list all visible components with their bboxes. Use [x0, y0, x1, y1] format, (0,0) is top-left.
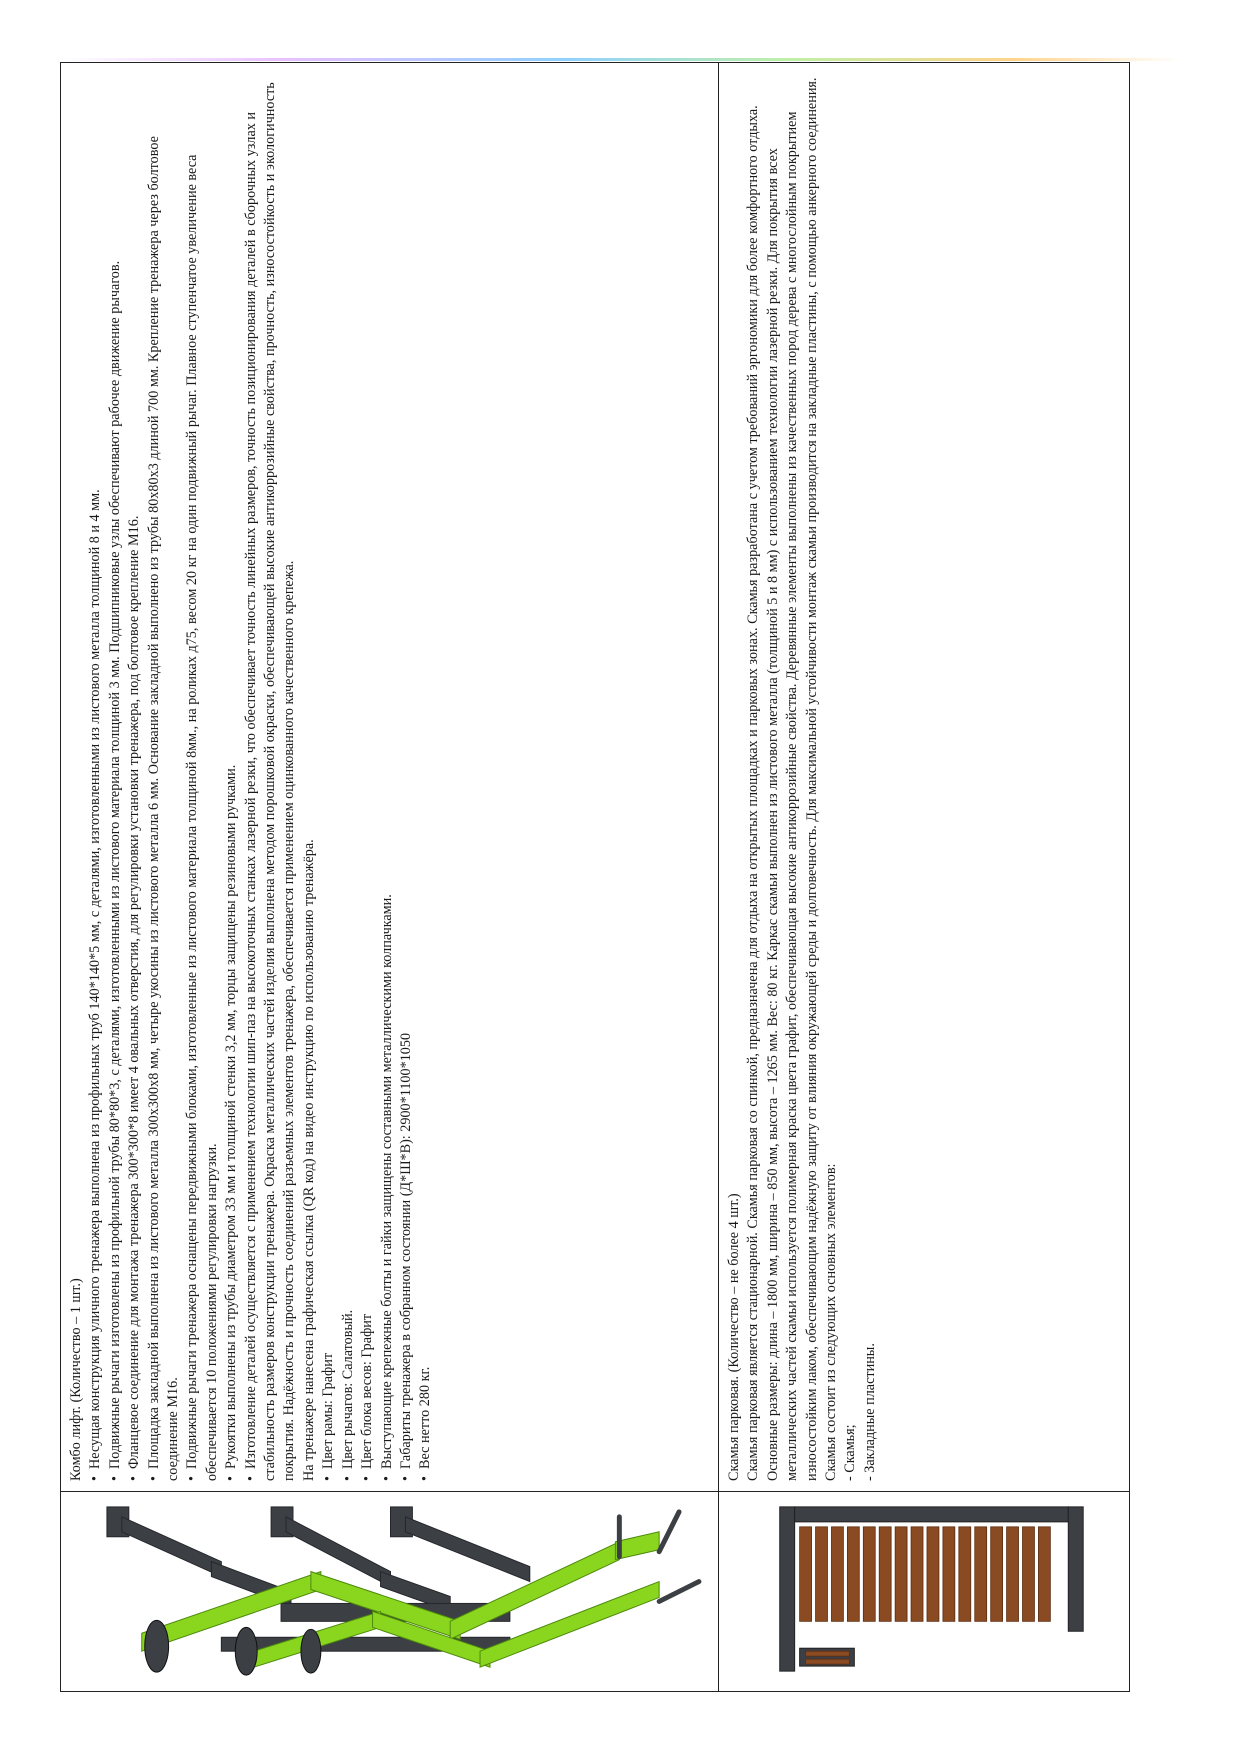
bench-description — [719, 63, 1129, 1491]
combo-spec-bullet: • Вес нетто 280 кг. — [416, 73, 435, 1481]
combo-lift-title: Комбо лифт. (Количество – 1 шт.) — [68, 1278, 84, 1481]
combo-spec-bullet: • Цвет рычагов: Салатовый. — [339, 73, 358, 1481]
combo-qr-note: На тренажере нанесена графическая ссылка (QR код) на видео инструкцию по использованию тренажёра. — [300, 839, 317, 1481]
table-row-combo-lift — [61, 63, 719, 1691]
combo-bullet: • Площадка закладной выполнена из листового металла 300х300х8 мм, четыре укосины из листового металла 6 мм. Основание закладной выполнено из трубы 80х80х3 длиной 700 мм. Крепление тренажера через болтовое соединение М16. — [145, 73, 184, 1481]
bench-element: - Закладные пластины. — [861, 1343, 878, 1481]
combo-spec-bullet: • Выступающие крепежные болты и гайки защищены составными металлическими колпачками. — [378, 73, 397, 1481]
combo-spec-bullet: • Цвет блока весов: Графит — [358, 73, 377, 1481]
spec-table — [60, 62, 1130, 1692]
bench-image-cell — [719, 1491, 1129, 1691]
combo-spec-bullet: • Цвет рамы: Графит — [319, 73, 338, 1481]
combo-bullet: • Подвижные рычаги тренажера оснащены передвижными блоками, изготовленные из листового материала толщиной 8мм., на роликах д75, весом 20 кг на один подвижный рычаг. Плавное ступенчатое увеличение веса обеспечивается 10 положениями регулировки нагрузки. — [183, 73, 222, 1481]
bench-element: - Скамья; — [842, 1424, 859, 1481]
combo-lift-description — [61, 63, 718, 1491]
table-row-park-bench — [719, 63, 1129, 1691]
bench-image — [719, 1492, 1129, 1691]
combo-spec-bullet: • Габариты тренажера в собранном состоянии (Д*Ш*В): 2900*1100*1050 — [397, 73, 416, 1481]
combo-bullet: • Подвижные рычаги изготовлены из профильной трубы 80*80*3, с деталями, изготовленными из листового материала толщиной 3 мм. Подшипниковые узлы обеспечивают рабочее движение рычагов. — [106, 73, 125, 1481]
combo-bullet: • Изготовление деталей осуществляется с применением технологии шип-паз на высокоточных станках лазерной резки, что обеспечивает точность линейных размеров, точность позиционирования деталей в сборочных узлах и стабильность размеров конструкции тренажера. Окраска металлических частей изделия выполнена методом порошковой окраски, обеспечивающей высокие антикоррозийные свойства, прочность, износостойкость и экологичность покрытия. Надёжность и прочность соединений разъемных элементов тренажера, обеспечивается применением оцинкованного качественного крепежа. — [242, 73, 300, 1481]
combo-lift-image — [61, 1492, 718, 1691]
scan-artifact-stripe — [60, 58, 1180, 61]
combo-lift-image-cell — [61, 1491, 718, 1691]
combo-bullet: • Несущая конструкция уличного тренажера выполнена из профильных труб 140*140*5 мм, с деталями, изготовленными из листового металла толщиной 8 и 4 мм. — [86, 73, 105, 1481]
bench-title: Скамья парковая. (Количество – не более 4 шт.) — [726, 1193, 742, 1481]
combo-bullet: • Рукоятки выполнены из трубы диаметром 33 мм и толщиной стенки 3,2 мм, торцы защищены резиновыми ручками. — [222, 73, 241, 1481]
bench-text: Скамья парковая является стационарной. Скамья парковая со спинкой, предназначена для отдыха на открытых площадках и парковых зонах. Скамья разработана с учетом требований эргономики для более комфортного отдыха. Основные размеры: длина – 1800 мм, ширина – 850 мм, высота – 1265 мм. Вес: 80 кг. Каркас скамьи выполнен из листового металла (толщиной 5 и 8 мм) с использованием технологии лазерной резки. Для покрытия всех металлических частей скамьи используется полимерная краска цвета графит, обеспечивающая высокие антикоррозийные свойства. Деревянные элементы выполнены из качественных пород дерева с многослойным покрытием износостойким лаком, обеспечивающим надёжную защиту от влияния окружающей среды и долговечность. Для максимальной устойчивости монтаж скамьи производится на закладные пластины, с помощью анкерного соединения. Скамья состоит из следующих основных элементов: — [745, 77, 840, 1481]
combo-bullet: • Фланцевое соединение для монтажа тренажера 300*300*8 имеет 4 овальных отверстия, для регулировки установки тренажера, под болтовое крепление М16. — [125, 73, 144, 1481]
